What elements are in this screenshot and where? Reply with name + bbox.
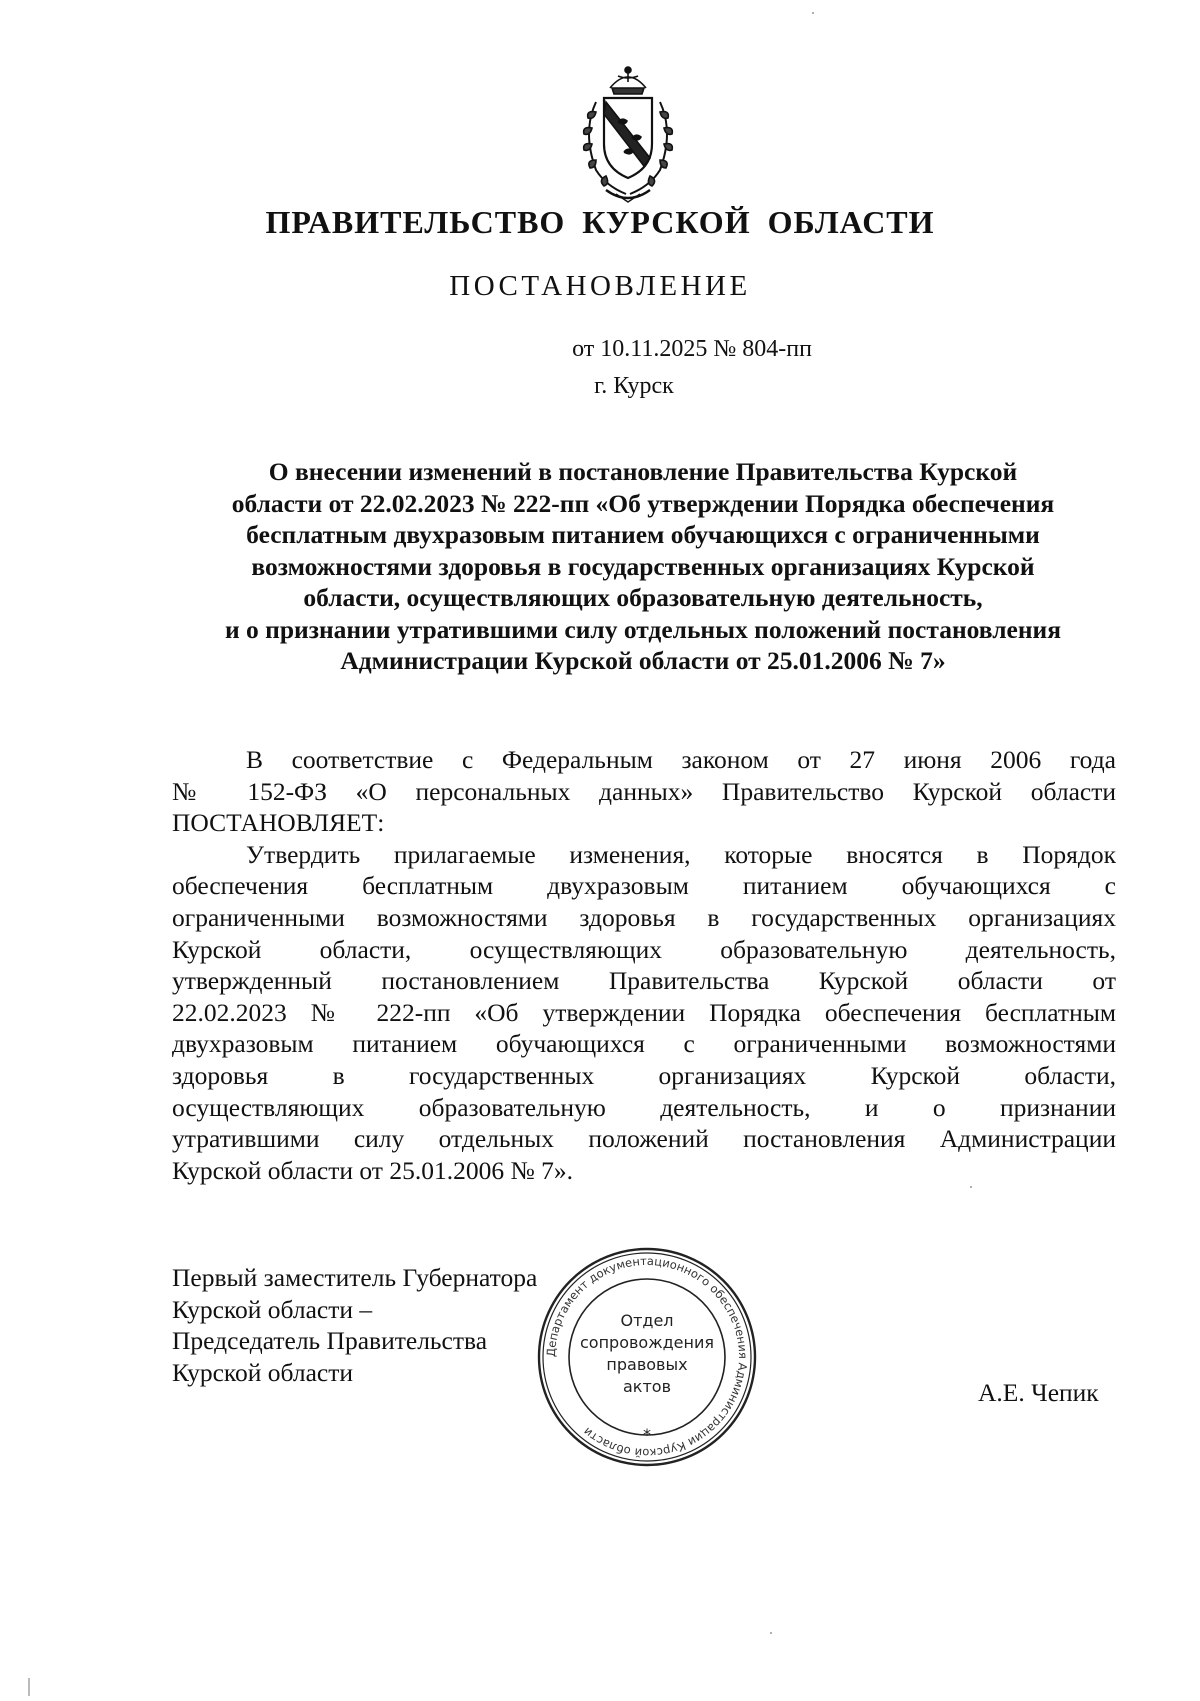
subject-line: области, осуществляющих образовательную деятельность, bbox=[303, 583, 983, 612]
body-line: № 152-ФЗ «О персональных данных» Правительство Курской области bbox=[172, 776, 1116, 806]
scan-speck bbox=[970, 1186, 972, 1188]
subject-line: Администрации Курской области от 25.01.2006 № 7» bbox=[340, 646, 946, 675]
official-stamp bbox=[534, 1244, 760, 1470]
scan-speck bbox=[812, 12, 814, 14]
body-line: утратившими силу отдельных положений постановления Администрации bbox=[172, 1124, 1116, 1154]
scan-speck bbox=[770, 1632, 772, 1634]
body-line: Курской области, осуществляющих образовательную деятельность, bbox=[172, 934, 1116, 964]
signer-position-line: Курской области bbox=[172, 1357, 354, 1387]
body-line: ПОСТАНОВЛЯЕТ: bbox=[172, 808, 385, 838]
body-line: Курской области от 25.01.2006 № 7». bbox=[172, 1155, 574, 1185]
subject-line: бесплатным двухразовым питанием обучающихся с ограниченными bbox=[246, 520, 1040, 549]
signer-position-line: Курской области – bbox=[172, 1294, 373, 1324]
stamp-center-line: актов bbox=[622, 1377, 672, 1396]
document-body bbox=[172, 744, 1116, 1186]
signer-position bbox=[172, 1262, 537, 1388]
subject-line: О внесении изменений в постановление Правительства Курской bbox=[268, 457, 1018, 486]
stamp-star: * bbox=[643, 1425, 651, 1444]
body-line: утвержденный постановлением Правительства Курской области от bbox=[172, 966, 1116, 996]
signer-position-line: Председатель Правительства bbox=[172, 1326, 488, 1356]
subject-line: и о признании утратившими силу отдельных положений постановления bbox=[224, 614, 1062, 644]
stamp-ring-text: Департамент документационного обеспечения Администрации Курской области bbox=[543, 1253, 751, 1461]
body-line: осуществляющих образовательную деятельность, и о признании bbox=[172, 1092, 1116, 1122]
body-line: ограниченными возможностями здоровья в государственных организациях bbox=[172, 902, 1116, 932]
body-line: здоровья в государственных организациях Курской области, bbox=[172, 1060, 1116, 1090]
body-line: обеспечения бесплатным двухразовым питанием обучающихся с bbox=[172, 871, 1116, 901]
body-line: В соответствие с Федеральным законом от 27 июня 2006 года bbox=[246, 745, 1116, 774]
subject-line: возможностями здоровья в государственных организациях Курской bbox=[251, 551, 1035, 581]
document-type: ПОСТАНОВЛЕНИЕ bbox=[449, 270, 751, 302]
coat-of-arms-emblem bbox=[566, 62, 690, 208]
scan-edge-mark bbox=[28, 1678, 30, 1696]
body-line: Утвердить прилагаемые изменения, которые вносятся в Порядок bbox=[246, 839, 1116, 869]
signer-name: А.Е. Чепик bbox=[978, 1378, 1099, 1407]
signer-position-line: Первый заместитель Губернатора bbox=[172, 1263, 538, 1292]
document-subject bbox=[165, 456, 1121, 677]
document-date-number: от 10.11.2025 № 804-пп bbox=[572, 336, 812, 362]
stamp-center-line: Отдел bbox=[620, 1311, 674, 1330]
body-line: двухразовым питанием обучающихся с ограниченными возможностями bbox=[172, 1029, 1116, 1059]
government-title: ПРАВИТЕЛЬСТВО КУРСКОЙ ОБЛАСТИ bbox=[265, 204, 935, 240]
stamp-center-line: сопровождения bbox=[579, 1333, 715, 1352]
document-city: г. Курск bbox=[594, 373, 674, 399]
body-line: 22.02.2023 № 222-пп «Об утверждении Порядка обеспечения бесплатным bbox=[172, 997, 1116, 1027]
stamp-center-line: правовых bbox=[606, 1355, 688, 1374]
subject-line: области от 22.02.2023 № 222-пп «Об утверждении Порядка обеспечения bbox=[231, 488, 1055, 518]
